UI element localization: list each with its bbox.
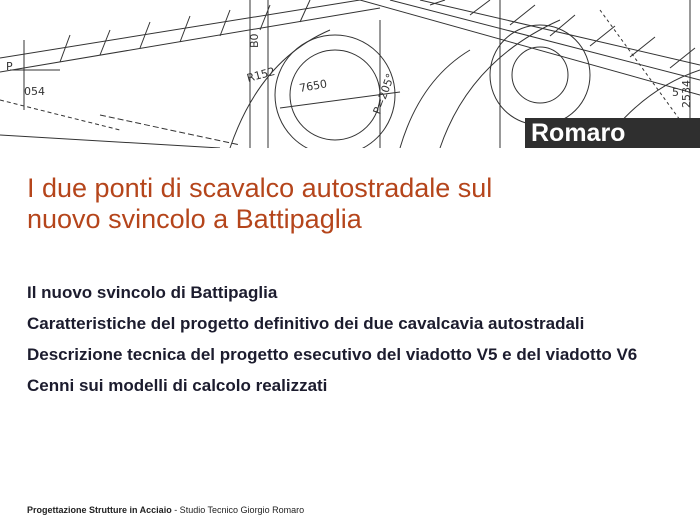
bullet-item: Caratteristiche del progetto definitivo dei due cavalcavia autostradali	[27, 314, 585, 333]
header-technical-drawing	[0, 0, 700, 148]
drawing-label-b0: B0	[248, 33, 261, 48]
drawing-label-054: 054	[24, 85, 45, 98]
bullet-list	[27, 282, 687, 406]
drawing-label-5: 5	[672, 86, 679, 99]
bullet-item: Il nuovo svincolo di Battipaglia	[27, 283, 278, 302]
drawing-label-2534: 2534	[680, 80, 693, 108]
logo-text: Romaro	[531, 118, 626, 147]
bullet-item: Cenni sui modelli di calcolo realizzati	[27, 376, 328, 395]
footer-rest: - Studio Tecnico Giorgio Romaro	[171, 505, 305, 515]
slide-title	[27, 173, 667, 235]
slide-title-line2: nuovo svincolo a Battipaglia	[27, 204, 362, 234]
drawing-label-p205: P=205°	[370, 71, 398, 117]
footer-bold: Progettazione Strutture in Acciaio	[27, 505, 172, 515]
drawing-label-p: P	[6, 60, 13, 73]
footer	[27, 505, 304, 515]
romaro-logo	[525, 118, 700, 148]
drawing-label-7650: 7650	[298, 77, 329, 95]
slide-title-line1: I due ponti di scavalco autostradale sul	[27, 173, 493, 203]
drawing-label-r152: R152	[245, 64, 277, 85]
bullet-item: Descrizione tecnica del progetto esecutivo del viadotto V5 e del viadotto V6	[27, 345, 638, 364]
